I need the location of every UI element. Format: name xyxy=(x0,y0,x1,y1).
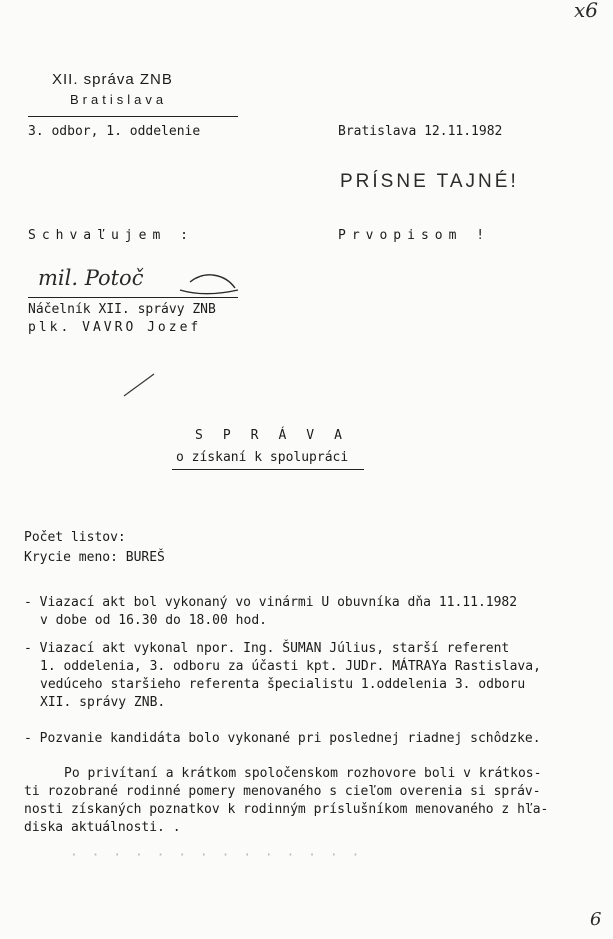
paragraph-line-2: ti rozobrané rodinné pomery menovaného s cieľom overenia si správ- xyxy=(24,784,541,799)
pen-mark xyxy=(120,370,160,400)
faint-bleed-text: · · · · · · · · · · · · · · xyxy=(70,848,363,863)
signer-name: plk. VAVRO Jozef xyxy=(28,320,202,335)
approval-label: Schvaľujem : xyxy=(28,228,194,243)
header-rule xyxy=(28,116,238,117)
report-title: SPRÁVA xyxy=(195,428,362,443)
signature-text: mil. Potoč xyxy=(38,266,144,290)
sheet-count: Počet listov: xyxy=(24,530,126,545)
bullet-1-line-2: v dobe od 16.30 do 18.00 hod. xyxy=(40,613,267,628)
paragraph-line-3: nosti získaných poznatkov k rodinným príslušníkom menovaného z hľa- xyxy=(24,802,549,817)
signer-title: Náčelník XII. správy ZNB xyxy=(28,302,216,317)
report-subtitle: o získaní k spolupráci xyxy=(176,450,349,465)
bullet-2-line-2: 1. oddelenia, 3. odboru za účasti kpt. JUDr. MÁTRAYa Rastislava, xyxy=(40,659,541,674)
bullet-2-line-3: vedúceho staršieho referenta špecialistu 1.oddelenia 3. odboru xyxy=(40,677,526,692)
copy-label: Prvopisom ! xyxy=(338,228,491,243)
bullet-2-line-1: - Viazací akt vykonal npor. Ing. ŠUMAN Július, starší referent xyxy=(24,641,510,656)
subtitle-rule xyxy=(172,469,364,470)
bullet-2-line-4: XII. správy ZNB. xyxy=(40,695,166,710)
department: 3. odbor, 1. oddelenie xyxy=(28,124,201,139)
corner-mark: x6 xyxy=(574,0,599,22)
org-name: XII. správa ZNB xyxy=(52,71,173,88)
signature-stroke xyxy=(30,260,240,302)
bullet-1-line-1: - Viazací akt bol vykonaný vo vinármi U obuvníka dňa 11.11.1982 xyxy=(24,595,518,610)
paragraph-line-1: Po privítaní a krátkom spoločenskom rozhovore boli v krátkos- xyxy=(64,766,542,781)
page-number: 6 xyxy=(590,909,602,930)
classification-stamp: PRÍSNE TAJNÉ! xyxy=(340,171,519,192)
signature xyxy=(30,260,240,302)
bullet-3-line-1: - Pozvanie kandidáta bolo vykonané pri poslednej riadnej schôdzke. xyxy=(24,731,541,746)
paragraph-line-4: diska aktuálnosti. . xyxy=(24,820,181,835)
cover-name: Krycie meno: BUREŠ xyxy=(24,550,165,565)
signer-rule xyxy=(28,297,238,298)
org-city: Bratislava xyxy=(70,92,168,107)
place-date: Bratislava 12.11.1982 xyxy=(338,124,503,139)
